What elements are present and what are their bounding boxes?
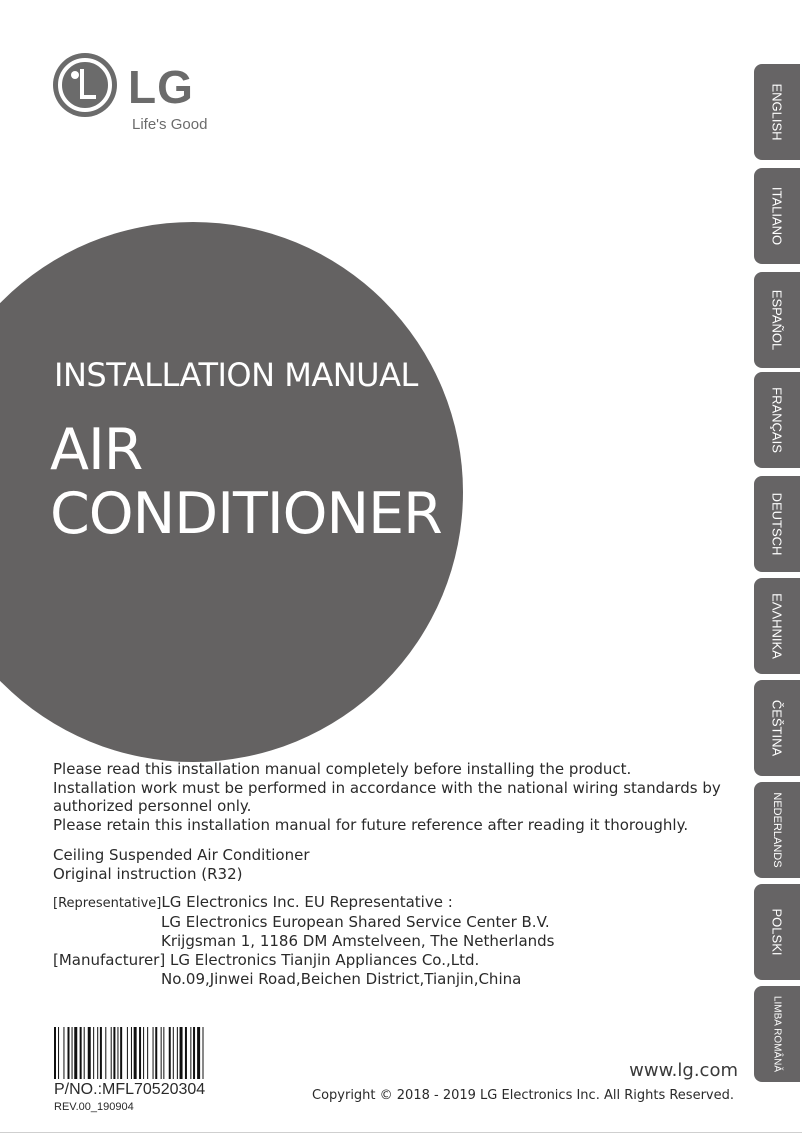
representative-address: Krijgsman 1, 1186 DM Amstelveen, The Netherlands — [161, 932, 555, 950]
tab-francais[interactable] — [754, 372, 800, 468]
revision: REV.00_190904 — [54, 1101, 134, 1113]
tab-label: ESPAÑOL — [769, 289, 785, 351]
barcode-bar — [177, 1027, 178, 1079]
barcode-bar — [190, 1027, 191, 1079]
addresses — [53, 893, 554, 989]
manufacturer-line — [53, 951, 554, 970]
product-title-line1: AIR — [50, 417, 143, 483]
tab-label: ČEŠTINA — [769, 699, 785, 757]
part-number: P/NO.:MFL70520304 — [54, 1081, 206, 1098]
barcode-bar — [155, 1027, 157, 1079]
barcode-bar — [127, 1027, 128, 1079]
barcode-bar — [134, 1027, 137, 1079]
barcode-bar — [80, 1027, 82, 1079]
tab-label: ENGLISH — [769, 83, 785, 141]
barcode-bar — [105, 1027, 106, 1079]
barcode-bar — [143, 1027, 144, 1079]
barcode-bar — [173, 1027, 174, 1079]
lg-face-emblem-icon — [52, 52, 118, 118]
barcode-bar — [169, 1027, 171, 1079]
manual-title: INSTALLATION MANUAL — [54, 356, 418, 394]
barcode-bar — [153, 1027, 154, 1079]
barcode-bar — [180, 1027, 183, 1079]
barcode-bar — [113, 1027, 115, 1079]
barcode-bar — [97, 1027, 98, 1079]
manufacturer-name: LG Electronics Tianjin Appliances Co.,Ltd. — [169, 951, 480, 969]
barcode-bar — [100, 1027, 102, 1079]
barcode-bar — [197, 1027, 200, 1079]
barcode-bar — [68, 1027, 70, 1079]
barcode-bar — [163, 1027, 164, 1079]
product-title — [50, 418, 442, 546]
tab-label: DEUTSCH — [769, 492, 785, 556]
tab-english[interactable] — [754, 64, 800, 160]
tab-italiano[interactable] — [754, 168, 800, 264]
instructions — [53, 760, 743, 834]
tab-ellinika[interactable] — [754, 578, 800, 674]
manufacturer-address: No.09,Jinwei Road,Beichen District,Tianjin,China — [161, 970, 522, 988]
representative-line — [53, 893, 554, 913]
tab-label: NEDERLANDS — [771, 792, 783, 868]
barcode-bar — [120, 1027, 122, 1079]
barcode-bar — [147, 1027, 148, 1079]
barcode-bar — [72, 1027, 73, 1079]
brand-tagline: Life's Good — [132, 116, 208, 133]
barcode-bar — [161, 1027, 162, 1079]
brand-name: LG — [128, 61, 194, 113]
barcode-bar — [117, 1027, 118, 1079]
tab-label: ITALIANO — [769, 186, 785, 246]
barcode-bar — [203, 1027, 204, 1079]
representative-label: [Representative] — [53, 896, 162, 911]
product-title-line2: CONDITIONER — [50, 481, 442, 547]
representative-name: LG Electronics Inc. EU Representative : — [161, 893, 453, 911]
tab-limba-romana[interactable] — [754, 986, 800, 1082]
instruction-type: Original instruction (R32) — [53, 864, 243, 883]
barcode-bar — [139, 1027, 141, 1079]
tab-label: LIMBA ROMÂNĂ — [771, 995, 783, 1073]
tab-label: ΕΛΛΗΝΙΚΑ — [769, 593, 785, 659]
barcode-bar — [185, 1027, 187, 1079]
copyright: Copyright © 2018 - 2019 LG Electronics Inc. All Rights Reserved. — [312, 1088, 734, 1103]
model-type: Ceiling Suspended Air Conditioner — [53, 846, 310, 864]
tab-nederlands[interactable] — [754, 782, 800, 878]
bottom-rule — [0, 1132, 802, 1133]
barcode-bar — [88, 1027, 91, 1079]
barcode — [54, 1027, 248, 1079]
barcode-bar — [111, 1027, 112, 1079]
website-link[interactable]: www.lg.com — [629, 1060, 738, 1081]
tab-label: POLSKI — [769, 908, 785, 956]
barcode-bar — [84, 1027, 85, 1079]
manufacturer-label: [Manufacturer] — [53, 951, 166, 969]
instruction-line: Installation work must be performed in accordance with the national wiring standards by authorized personnel only. — [53, 778, 721, 815]
tab-polski[interactable] — [754, 884, 800, 980]
lg-logo — [52, 52, 222, 142]
barcode-bar — [93, 1027, 94, 1079]
barcode-bar — [54, 1027, 56, 1079]
instruction-line: Please retain this installation manual for future reference after reading it thoroughly. — [53, 815, 689, 834]
barcode-bar — [58, 1027, 59, 1079]
barcode-bar — [131, 1027, 132, 1079]
representative-company: LG Electronics European Shared Service Center B.V. — [161, 913, 550, 931]
barcode-bar — [74, 1027, 77, 1079]
tab-espanol[interactable] — [754, 272, 800, 368]
barcode-bar — [193, 1027, 195, 1079]
tab-label: FRANÇAIS — [769, 387, 785, 453]
tab-deutsch[interactable] — [754, 476, 800, 572]
instruction-line: Please read this installation manual completely before installing the product. — [53, 760, 632, 778]
product-info — [53, 846, 309, 883]
tab-cestina[interactable] — [754, 680, 800, 776]
barcode-bar — [63, 1027, 64, 1079]
